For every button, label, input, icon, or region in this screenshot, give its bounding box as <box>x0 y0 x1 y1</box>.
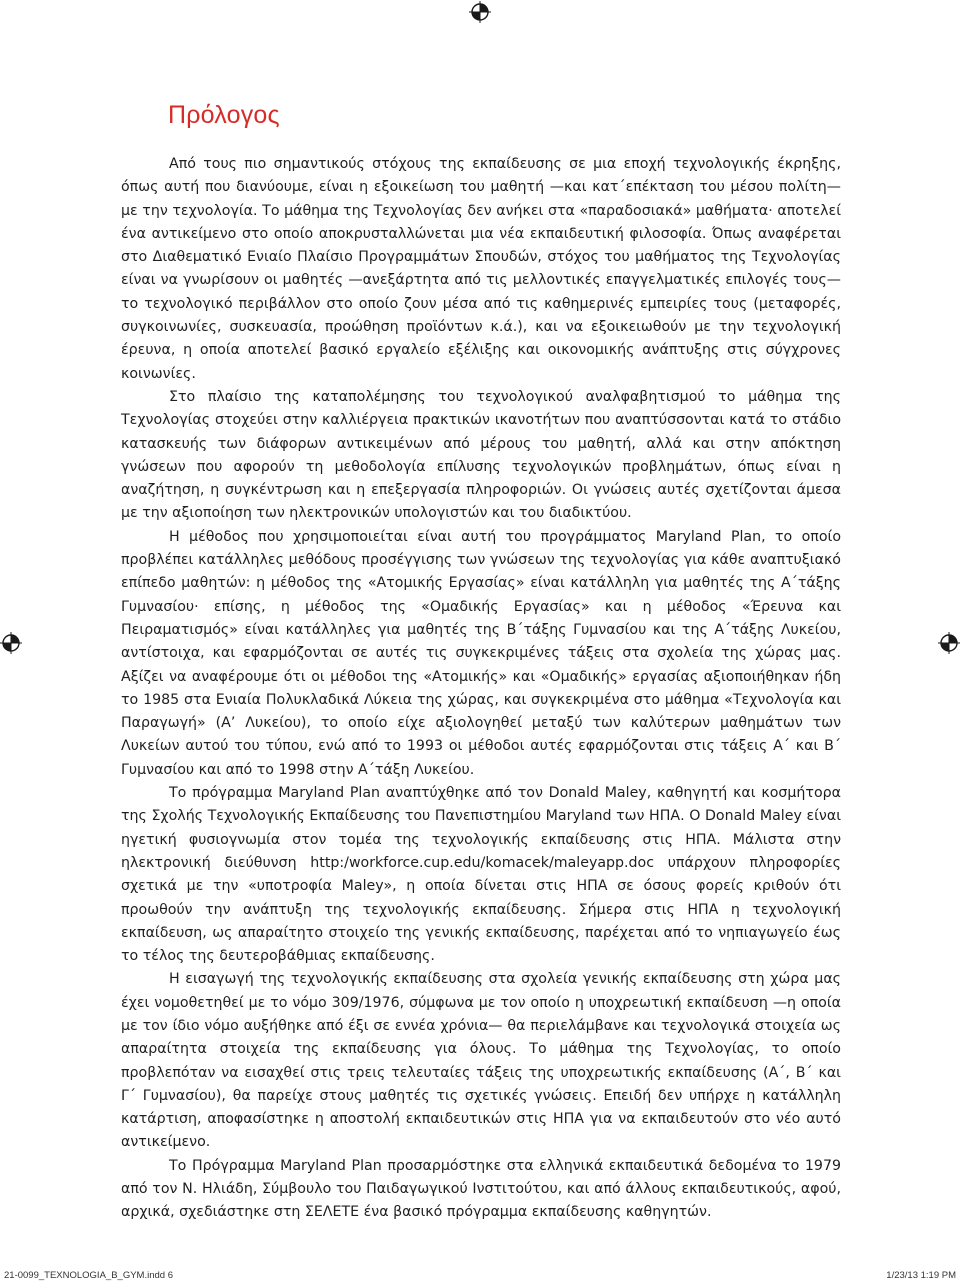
paragraph: Η εισαγωγή της τεχνολογικής εκπαίδευσης στα σχολεία γενικής εκπαίδευσης στη χώρα μας έχει νομοθετηθεί με το νόμο 309/1976, σύμφωνα με τον οποίο η υποχρεωτική εκπαίδευση —η οποία με τον ίδιο νόμο αυξήθηκε από έξι σε εννέα χρόνια— θα περιελάμβανε και τεχνολογικά στοιχεία ως απαραίτητα στοιχεία της εκπαίδευσης για όλους. Το μάθημα της Τεχνολογίας, το οποίο προβλεπόταν να εισαχθεί στις τρεις τελευταίες τάξεις της υποχρεωτικής εκπαίδευσης (Α΄, Β΄ και Γ΄ Γυμνασίου), θα παρείχε στους μαθητές τις σχετικές γνώσεις. Επειδή δεν υπήρχε η κατάλληλη κατάρτιση, αποφασίστηκε η αποστολή εκπαιδευτικών στις ΗΠΑ για να εκπαιδευτούν στο νέο αυτό αντικείμενο. <box>121 971 841 1151</box>
registration-mark-icon <box>469 1 491 23</box>
paragraph: Η μέθοδος που χρησιμοποιείται είναι αυτή του προγράμματος Maryland Plan, το οποίο προβλέπει κατάλληλες μεθόδους προσέγγισης των γνώσεων της τεχνολογίας για κάθε αναπτυξιακό επίπεδο μαθητών: η μέθοδος της «Ατομικής Εργασίας» είναι κατάλληλη για μαθητές της Α΄τάξης Γυμνασίου· επίσης, η μέθοδος της «Ομαδικής Εργασίας» και η μέθοδος «Έρευνα και Πειραματισμός» είναι κατάλληλες για μαθητές της Β΄τάξης Γυμνασίου και της Α΄τάξης Λυκείου, αντίστοιχα, και εφαρμόζονται σε αυτές τις συγκεκριμένες τάξεις στα σχολεία της χώρας μας. Αξίζει να αναφέρουμε ότι οι μέθοδοι της «Ατομικής» και «Ομαδικής» εργασίας αξιοποιήθηκαν ήδη το 1985 στα Ενιαία Πολυκλαδικά Λύκεια της χώρας, και συγκεκριμένα στο μάθημα «Τεχνολογία και Παραγωγή» (Α’ Λυκείου), το οποίο είχε αξιολογηθεί μεταξύ των καλύτερων μαθημάτων των Λυκείων αυτού του τύπου, ενώ από το 1993 οι μέθοδοι αυτές εφαρμόζονται στις τάξεις Α΄ και Β΄ Γυμνασίου και από το 1998 στην Α΄τάξη Λυκείου. <box>121 528 841 778</box>
body-text <box>121 153 841 1225</box>
page-title: Πρόλογος <box>168 101 280 129</box>
footer-file-label: 21-0099_TEXNOLOGIA_B_GYM.indd 6 <box>4 1270 173 1281</box>
paragraph: Στο πλαίσιο της καταπολέμησης του τεχνολογικού αναλφαβητισμού το μάθημα της Τεχνολογίας στοχεύει στην καλλιέργεια πρακτικών ικανοτήτων που αναπτύσσονται κατά το στάδιο κατασκευής των διάφορων αντικειμένων από μέρους του μαθητή, αλλά και στην απόκτηση γνώσεων που αφορούν τη μεθοδολογία επίλυσης τεχνολογικών προβλημάτων, όπως είναι η αναζήτηση, η συγκέντρωση και η επεξεργασία πληροφοριών. Οι γνώσεις αυτές σχετίζονται άμεσα με την αξιοποίηση των ηλεκτρονικών υπολογιστών και του διαδικτύου. <box>121 388 841 522</box>
footer-timestamp: 1/23/13 1:19 PM <box>886 1270 956 1281</box>
paragraph: Το πρόγραμμα Maryland Plan αναπτύχθηκε από τον Donald Maley, καθηγητή και κοσμήτορα της Σχολής Τεχνολογικής Εκπαίδευσης του Πανεπιστημίου Maryland των ΗΠΑ. Ο Donald Maley είναι ηγετική φυσιογνωμία στον τομέα της τεχνολογικής εκπαίδευσης στις ΗΠΑ. Μάλιστα στην ηλεκτρονική διεύθυνση http:/workforce.cup.edu/komacek/maleyapp.doc υπάρχουν πληροφορίες σχετικά με την «υποτροφία Maley», η οποία δίνεται στις ΗΠΑ σε όσους φορείς κριθούν ότι προωθούν την ανάπτυξη της τεχνολογικής εκπαίδευσης. Σήμερα στις ΗΠΑ η τεχνολογική εκπαίδευση, ως απαραίτητο στοιχείο της γενικής εκπαίδευσης, παρέχεται από το νηπιαγωγείο έως το τέλος της δευτεροβάθμιας εκπαίδευσης. <box>121 785 841 965</box>
paragraph: Το Πρόγραμμα Maryland Plan προσαρμόστηκε στα ελληνικά εκπαιδευτικά δεδομένα το 1979 από τον Ν. Ηλιάδη, Σύμβουλο του Παιδαγωγικού Ινστιτούτου, και από άλλους εκπαιδευτικούς, αφού, αρχικά, σχεδιάστηκε στη ΣΕΛΕΤΕ ένα βασικό πρόγραμμα εκπαίδευσης καθηγητών. <box>121 1157 841 1221</box>
registration-mark-icon <box>0 632 22 654</box>
registration-mark-icon <box>938 632 960 654</box>
paragraph: Από τους πιο σημαντικούς στόχους της εκπαίδευσης σε μια εποχή τεχνολογικής έκρηξης, όπως αυτή που διανύουμε, είναι η εξοικείωση του μαθητή —και κατ΄επέκταση του μέσου πολίτη— με την τεχνολογία. Το μάθημα της Τεχνολογίας δεν ανήκει στα «παραδοσιακά» μαθήματα· αποτελεί ένα αντικείμενο στο οποίο αποκρυσταλλώνεται μια νέα εκπαιδευτική φιλοσοφία. Όπως αναφέρεται στο Διαθεματικό Ενιαίο Πλαίσιο Προγραμμάτων Σπουδών, στόχος του μαθήματος της Τεχνολογίας είναι να γνωρίσουν οι μαθητές —ανεξάρτητα από τις μελλοντικές επαγγελματικές επιλογές τους— το τεχνολογικό περιβάλλον στο οποίο ζουν μέσα από τις καθημερινές εμπειρίες τους (μεταφορές, συγκοινωνίες, συσκευασία, προώθηση προϊόντων κ.ά.), και να εξοικειωθούν με την τεχνολογική έρευνα, η οποία αποτελεί βασικό εργαλείο εξέλιξης και οικονομικής ανάπτυξης στις σύγχρονες κοινωνίες. <box>121 156 841 382</box>
